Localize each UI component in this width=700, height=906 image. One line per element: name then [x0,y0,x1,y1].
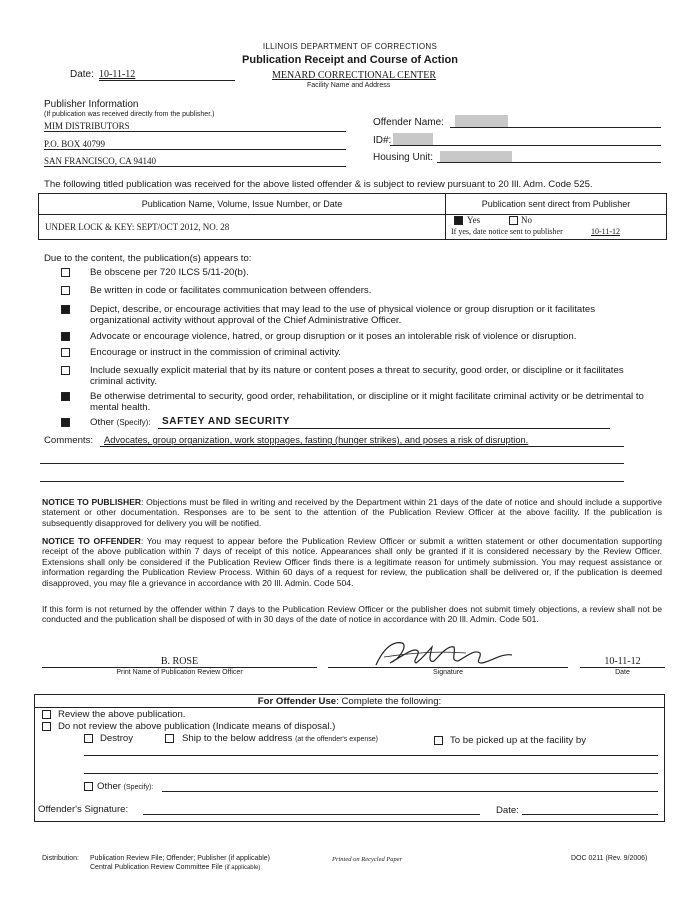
comments-value: Advocates, group organization, work stoppages, fasting (hunger strikes), and poses a risk of disruption. [104,435,529,445]
ship-checkbox[interactable] [165,734,174,743]
publisher-heading: Publisher Information [44,99,139,110]
other-disposal-label [97,781,153,792]
publisher-line-2: P.O. BOX 40799 [44,139,106,149]
offender-use-heading-bold: For Offender Use [257,696,337,707]
yes-checkbox[interactable] [454,216,463,225]
review-date-caption: Date [615,669,630,676]
notice-offender-title: NOTICE TO OFFENDER [42,536,141,546]
distribution-line-1: Publication Review File; Offender; Publisher (if applicable) [90,855,271,862]
ship-note-text: (at the offender's expense) [295,736,379,743]
housing-label: Housing Unit: [373,152,434,163]
form-title: Publication Receipt and Course of Action [242,54,458,66]
form-number: DOC 0211 (Rev. 9/2006) [571,855,648,862]
criteria-checkbox-6[interactable] [61,366,70,375]
offender-signature-line[interactable] [143,814,480,815]
offender-signature-label: Offender's Signature: [38,804,129,815]
comments-line-2 [40,463,624,464]
comments-line-3 [40,481,624,482]
notice-to-publisher [42,497,662,528]
criteria-checkbox-4[interactable] [61,332,70,341]
officer-name-line [42,667,317,668]
review-checkbox[interactable] [42,710,51,719]
criteria-text-7: Be otherwise detrimental to security, good order, rehabilitation, or discipline or it might facilitate criminal activity or be detrimental to mental health. [90,391,644,413]
signature-caption: Signature [433,669,463,676]
id-line [390,145,661,146]
criteria-checkbox-3[interactable] [61,305,70,314]
criteria-text-5: Encourage or instruct in the commission of criminal activity. [90,347,341,358]
other-line [158,428,610,429]
offender-name-label: Offender Name: [373,117,444,128]
address-line-2[interactable] [84,773,658,774]
no-checkbox[interactable] [509,216,518,225]
signature-line [328,667,568,668]
publisher-note: (If publication was received directly from the publisher.) [44,111,215,118]
comments-label: Comments: [44,435,94,446]
destroy-label: Destroy [100,733,134,744]
id-label: ID#: [373,135,392,146]
destroy-checkbox[interactable] [84,734,93,743]
distribution-line-2-text: Central Publication Review Committee File [90,864,223,871]
criteria-checkbox-7[interactable] [61,392,70,401]
criteria-checkbox-2[interactable] [61,286,70,295]
date-value: 10-11-12 [99,69,136,80]
offender-date-label: Date: [496,805,519,816]
criteria-checkbox-5[interactable] [61,348,70,357]
notice-date-value: 10-11-12 [591,227,621,236]
publisher-line-3: SAN FRANCISCO, CA 94140 [44,156,157,166]
notice-publisher-text: : Objections must be filed in writing and received by the Department within 21 days of the date of notice and should include a supportive statement or other documentation. Responses are to be sent to the attention of the Publication Review Officer at the above facility. If the publication is subsequently disapproved for delivery you will be notified. [42,497,662,528]
review-date-line [580,667,665,668]
review-date-value: 10-11-12 [604,656,641,667]
recycled-note: Printed on Recycled Paper [332,856,403,863]
id-redaction [393,133,433,145]
date-label: Date: [70,69,94,80]
other-value: SAFTEY AND SECURITY [162,416,291,427]
officer-caption: Print Name of Publication Review Officer [116,669,243,676]
other-disposal-checkbox[interactable] [84,782,93,791]
facility-caption: Facility Name and Address [307,82,391,89]
other-checkbox[interactable] [61,418,70,427]
offender-date-line[interactable] [522,814,658,815]
no-label: No [521,215,532,225]
return-policy-text: If this form is not returned by the offender within 7 days to the Publication Review Officer or the publisher does not submit timely objections, a review shall not be conducted and the publication shall be disposed of with in 30 days of the date of notice in accordance with 20 Ill. Admin. Code 501. [42,604,662,625]
criteria-intro: Due to the content, the publication(s) appears to: [44,253,252,264]
notice-date-label: If yes, date notice sent to publisher [451,227,563,236]
date-line [99,80,235,81]
offender-use-heading [34,696,665,707]
criteria-text-1: Be obscene per 720 ILCS 5/11-20(b). [90,267,249,278]
offender-name-line [450,127,661,128]
publisher-line-3-rule [44,166,346,167]
other-specify-text: (Specify): [116,418,151,427]
criteria-checkbox-1[interactable] [61,268,70,277]
offender-name-redaction [455,115,508,127]
criteria-text-4: Advocate or encourage violence, hatred, or group disruption or it poses an intolerable risk of violence or disruption. [90,331,577,342]
publication-table [38,193,667,240]
other-disposal-specify: (Specify): [123,784,154,791]
table-header-sent-direct: Publication sent direct from Publisher [481,199,631,209]
ship-label [182,733,378,744]
yes-label: Yes [467,215,481,225]
table-header-publication: Publication Name, Volume, Issue Number, or Date [141,199,343,209]
not-review-checkbox[interactable] [42,722,51,731]
housing-line [437,162,661,163]
notice-to-offender [42,536,662,588]
not-review-label: Do not review the above publication (Indicate means of disposal.) [58,721,336,732]
officer-name: B. ROSE [160,656,199,667]
notice-offender-text: : You may request to appear before the Publication Review Officer or submit a written statement or other documentation supporting receipt of the above publication within 7 days of receipt of this notice. Appearances shall only be granted if it is considered necessary by the Review Officer. Extensions shall only be considered if the Publication Review Officer finds there is a legitimate reason for untimely submission. You may request assistance or information regarding the Publication Review Process. Within 60 days of a request for review, the publication shall be delivered or, if the publication is deemed disapproved, you may file a grievance in accordance with 20 Ill. Admin. Code 504. [42,536,662,588]
publisher-line-1-rule [44,131,346,132]
signature-scrawl [370,637,530,671]
criteria-text-2: Be written in code or facilitates communication between offenders. [90,285,372,296]
criteria-text-3: Depict, describe, or encourage activities that may lead to the use of physical violence or group disruption or it facilitates organizational activity without approval of the Chief Administrative Officer. [90,304,596,326]
other-disposal-text: Other [97,781,121,792]
other-label-text: Other [90,417,114,428]
department-name: ILLINOIS DEPARTMENT OF CORRECTIONS [262,42,438,51]
ship-label-text: Ship to the below address [182,733,293,744]
intro-text: The following titled publication was received for the above listed offender & is subject to review pursuant to 20 Ill. Adm. Code 525. [44,179,593,190]
distribution-line-2-note: (if applicable) [224,865,261,871]
offender-use-heading-rest: : Complete the following: [336,696,442,707]
publisher-line-1: MIM DISTRIBUTORS [44,121,130,131]
publisher-line-2-rule [44,149,346,150]
distribution-label: Distribution: [42,855,79,862]
facility-name: MENARD CORRECTIONAL CENTER [272,70,437,81]
comments-line-1 [100,446,624,447]
notice-publisher-title: NOTICE TO PUBLISHER [42,497,142,507]
other-label [90,417,150,428]
address-line-1[interactable] [84,755,658,756]
pickup-checkbox[interactable] [434,736,443,745]
publication-name: UNDER LOCK & KEY: SEPT/OCT 2012, NO. 28 [45,222,230,232]
review-label: Review the above publication. [58,709,186,720]
pickup-label: To be picked up at the facility by [450,735,586,746]
criteria-text-6: Include sexually explicit material that by its nature or content poses a threat to security, good order, or discipline or it facilitates criminal activity. [90,365,624,387]
distribution-line-2 [90,864,260,871]
offender-use-heading-rule [34,707,665,708]
other-disposal-line[interactable] [162,791,658,792]
